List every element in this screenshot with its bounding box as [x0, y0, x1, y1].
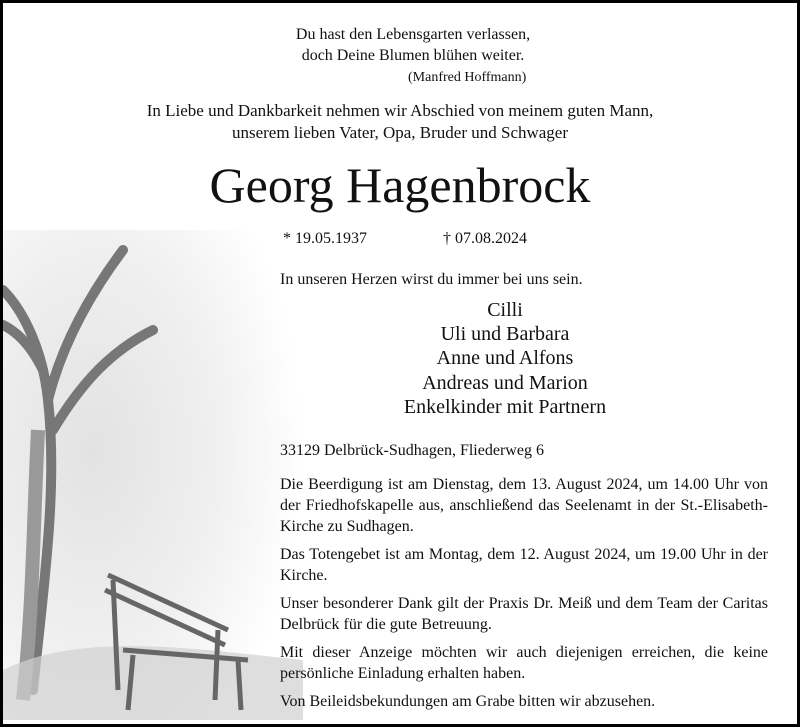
tree-and-bench-illustration: [3, 230, 303, 720]
family-member: Andreas und Marion: [422, 372, 588, 394]
family-member: Cilli: [487, 299, 523, 321]
address: 33129 Delbrück-Sudhagen, Fliederweg 6: [280, 442, 544, 459]
prayer-paragraph: Das Totengebet ist am Montag, dem 12. August 2024, um 19.00 Uhr in der Kirche.: [280, 546, 768, 584]
deceased-name: Georg Hagenbrock: [209, 157, 591, 213]
announcement-paragraph: Mit dieser Anzeige möchten wir auch diejenigen erreichen, die keine persönliche Einladung erhalten haben.: [280, 644, 768, 682]
motto: In unseren Herzen wirst du immer bei uns sein.: [280, 271, 583, 288]
notice-body: [280, 474, 768, 719]
birth-date: * 19.05.1937: [283, 230, 367, 247]
intro-line: In Liebe und Dankbarkeit nehmen wir Abschied von meinem guten Mann,: [146, 101, 654, 120]
condolence-paragraph: Von Beileidsbekundungen am Grabe bitten wir abzusehen.: [280, 693, 656, 710]
quote-author: (Manfred Hoffmann): [408, 70, 527, 85]
intro-line: unserem lieben Vater, Opa, Bruder und Schwager: [231, 123, 569, 142]
quote-line: doch Deine Blumen blühen weiter.: [301, 47, 525, 64]
death-date: † 07.08.2024: [443, 230, 527, 247]
funeral-paragraph: Die Beerdigung ist am Dienstag, dem 13. August 2024, um 14.00 Uhr von der Friedhofskapelle aus, anschließend das Seelenamt in der St.-Elisabeth-Kirche zu Sudhagen.: [280, 476, 768, 535]
family-member: Anne und Alfons: [436, 347, 574, 369]
thanks-paragraph: Unser besonderer Dank gilt der Praxis Dr. Meiß und dem Team der Caritas Delbrück für die gute Betreuung.: [280, 595, 768, 633]
family-member: Enkelkinder mit Partnern: [403, 396, 607, 418]
quote-line: Du hast den Lebensgarten verlassen,: [295, 26, 531, 43]
family-member: Uli und Barbara: [440, 323, 570, 345]
